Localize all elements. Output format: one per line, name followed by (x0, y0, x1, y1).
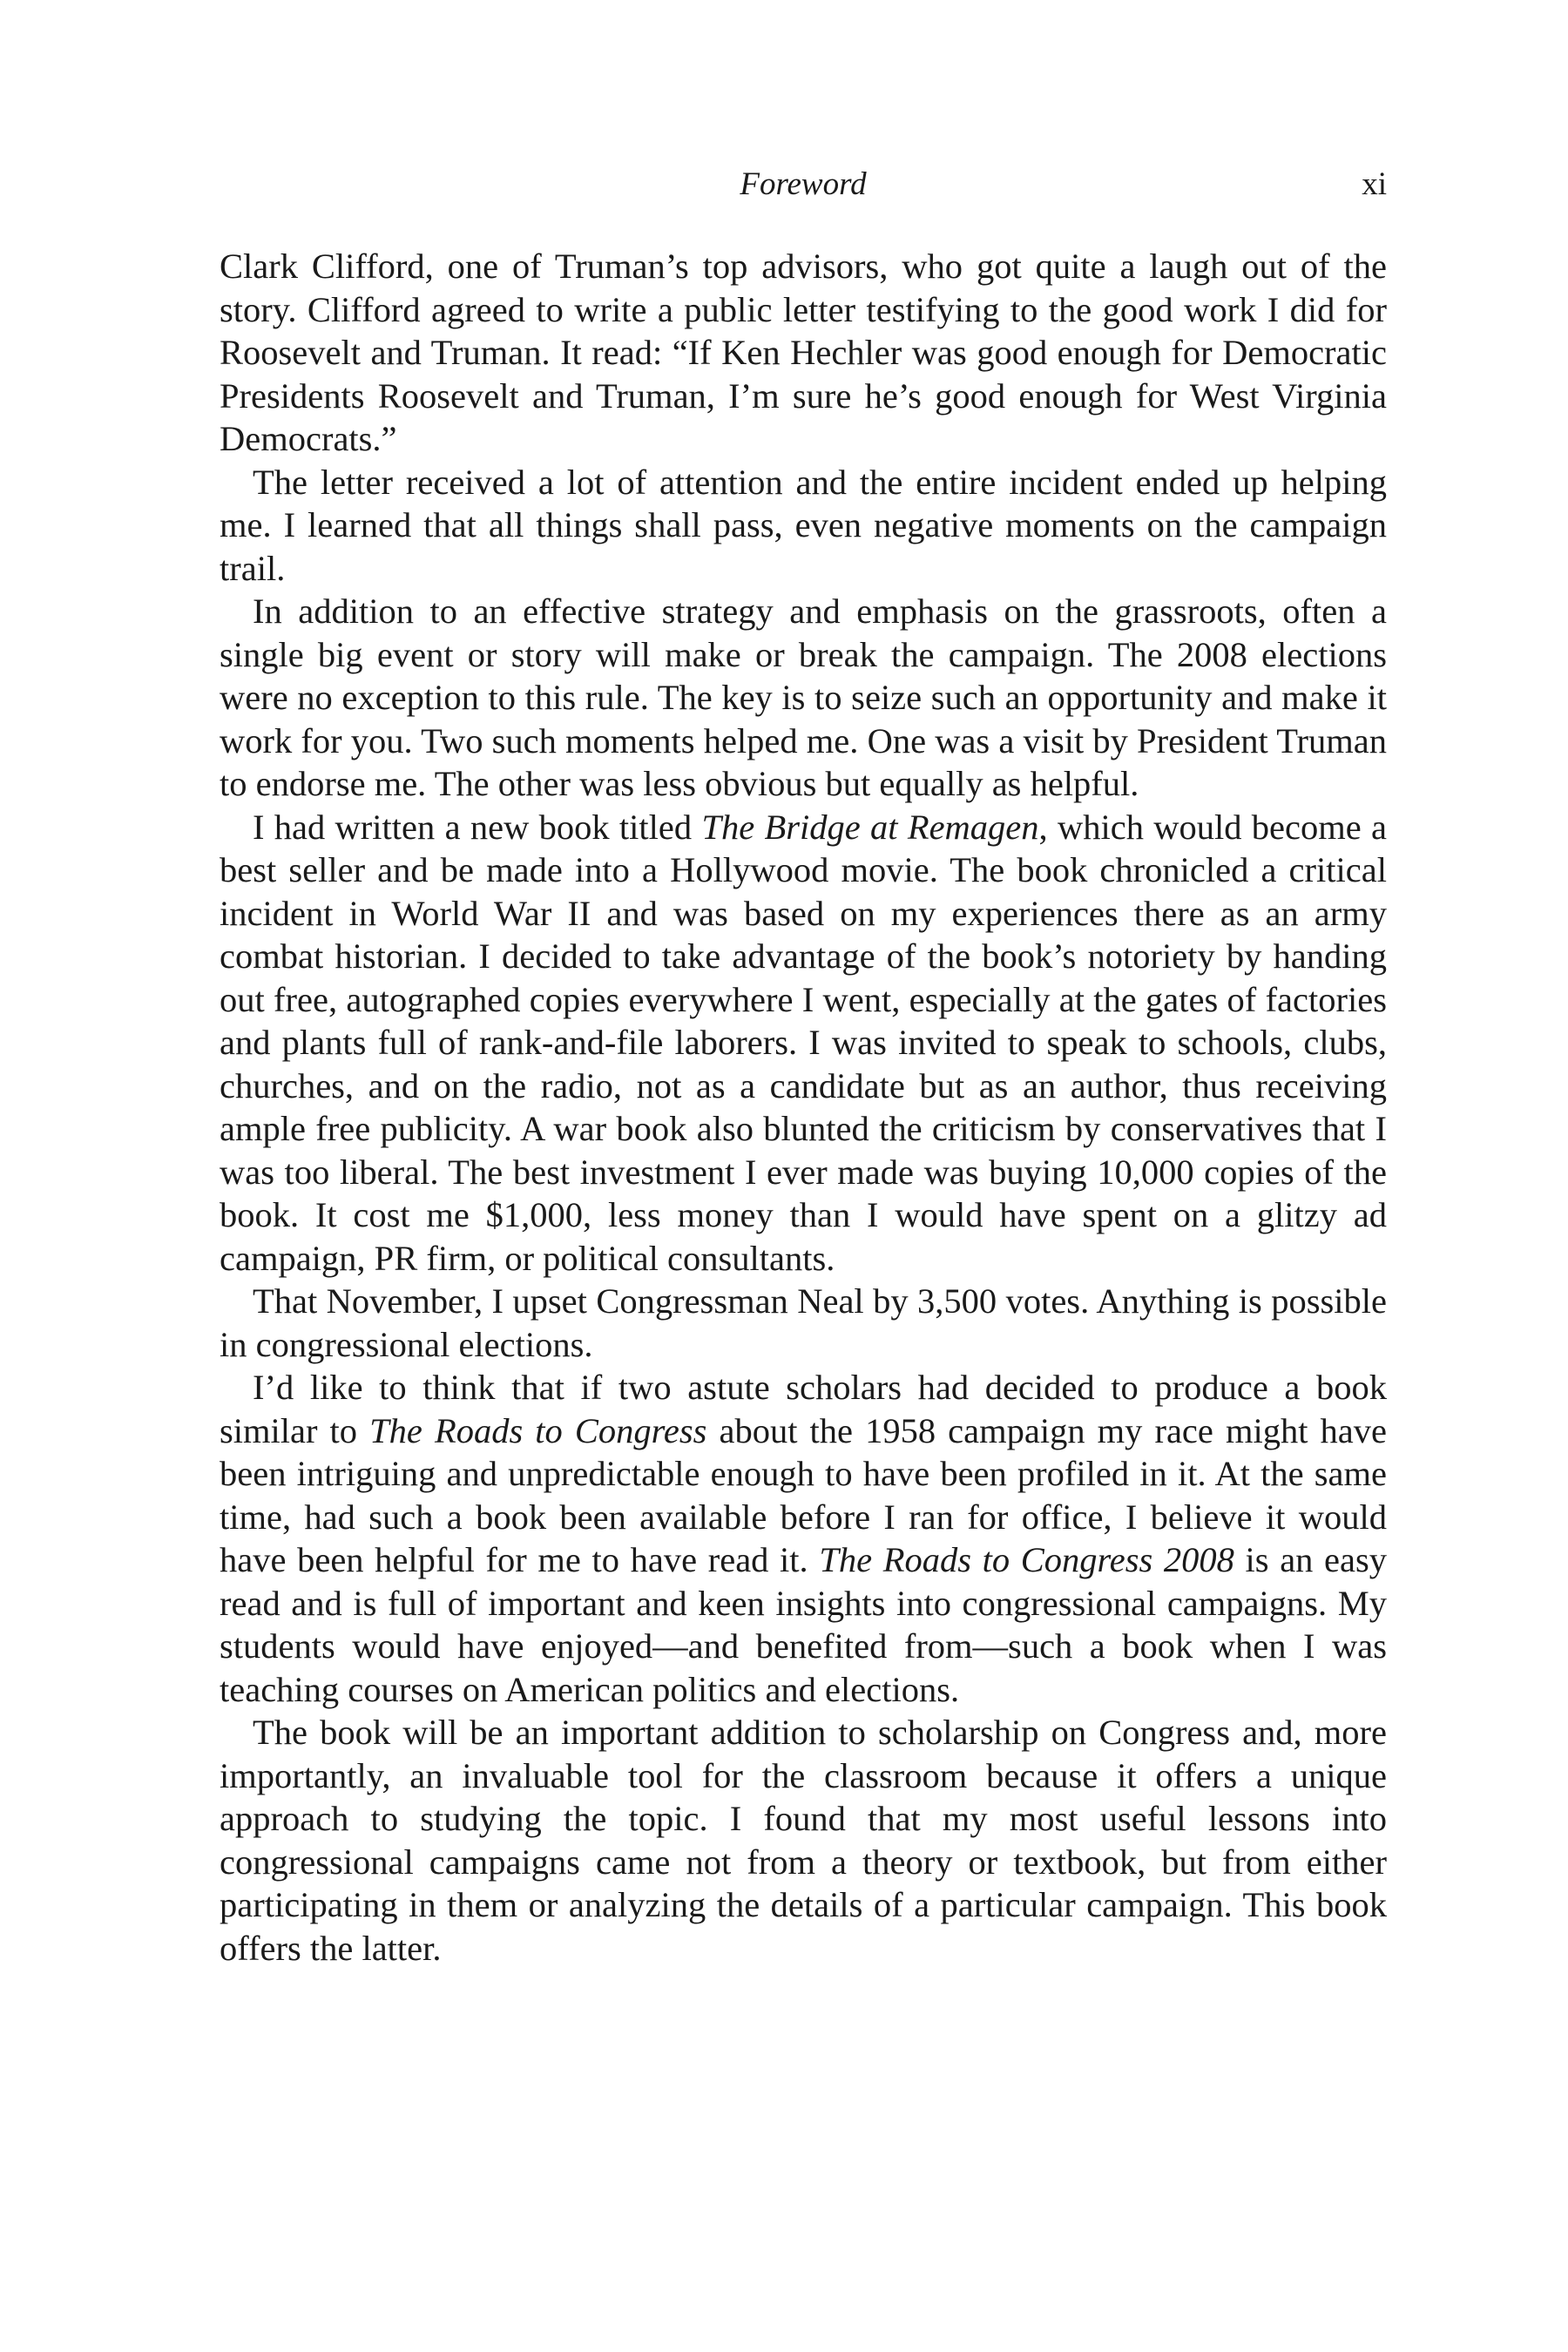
paragraph-6-text-middle: about the 1958 campaign my race might have been intriguing and unpredictable enough to have been profiled in it. At the same time, had such a book been available before I ran for office, I believe it would have been helpful for me to have read it. (220, 1410, 1387, 1579)
book-title-bridge-at-remagen: The Bridge at Remagen (701, 807, 1039, 847)
running-title: Foreword (740, 166, 867, 202)
paragraph-6 (220, 1366, 1387, 1711)
paragraph-1: Clark Clifford, one of Truman’s top advisors, who got quite a laugh out of the story. Clifford agreed to write a public letter testifying to the good work I did for Roosevelt and Truman. It read: “If Ken Hechler was good enough for Democratic Presidents Roosevelt and Truman, I’m sure he’s good enough for West Virginia Democrats.” (220, 247, 1387, 458)
running-head (220, 166, 1387, 209)
paragraph-4-text-rest: , which would become a best seller and be made into a Hollywood movie. The book chronicled a critical incident in World War II and was based on my experiences there as an army combat historian. I decided to take advantage of the book’s notoriety by handing out free, autographed copies everywhere I went, especially at the gates of factories and plants full of rank-and-file laborers. I was invited to speak to schools, clubs, churches, and on the radio, not as a candidate but as an author, thus receiving ample free publicity. A war book also blunted the criticism by conservatives that I was too liberal. The best investment I ever made was buying 10,000 copies of the book. It cost me $1,000, less money than I would have spent on a glitzy ad campaign, PR firm, or political consultants. (220, 807, 1387, 1278)
paragraph-3: In addition to an effective strategy and emphasis on the grassroots, often a single big event or story will make or break the campaign. The 2008 elections were no exception to this rule. The key is to seize such an opportunity and make it work for you. Two such moments helped me. One was a visit by President Truman to endorse me. The other was less obvious but equally as helpful. (220, 591, 1387, 803)
page-number: xi (1362, 166, 1387, 202)
paragraph-4-text-start: I had written a new book titled (253, 807, 702, 847)
paragraph-4 (220, 806, 1387, 1281)
paragraph-7: The book will be an important addition to scholarship on Congress and, more importantly, an invaluable tool for the classroom because it offers a unique approach to studying the topic. I found that my most useful lessons into congressional campaigns came not from a theory or textbook, but from either participating in them or analyzing the details of a particular campaign. This book offers the latter. (220, 1713, 1387, 1968)
paragraph-6-text-start: I’d like to think that if two astute scholars had decided to produce a book similar to (220, 1368, 1387, 1450)
book-title-roads-to-congress: The Roads to Congress (369, 1410, 707, 1450)
book-title-roads-to-congress-2008: The Roads to Congress 2008 (819, 1540, 1234, 1579)
paragraph-2: The letter received a lot of attention and the entire incident ended up helping me. I learned that all things shall pass, even negative moments on the campaign trail. (220, 462, 1387, 588)
paragraph-6-text-end: is an easy read and is full of important and keen insights into congressional campaigns. My students would have enjoyed—and benefited from—such a book when I was teaching courses on American politics and elections. (220, 1540, 1388, 1709)
paragraph-5: That November, I upset Congressman Neal by 3,500 votes. Anything is possible in congressional elections. (220, 1281, 1387, 1364)
body-text (220, 245, 1387, 1970)
